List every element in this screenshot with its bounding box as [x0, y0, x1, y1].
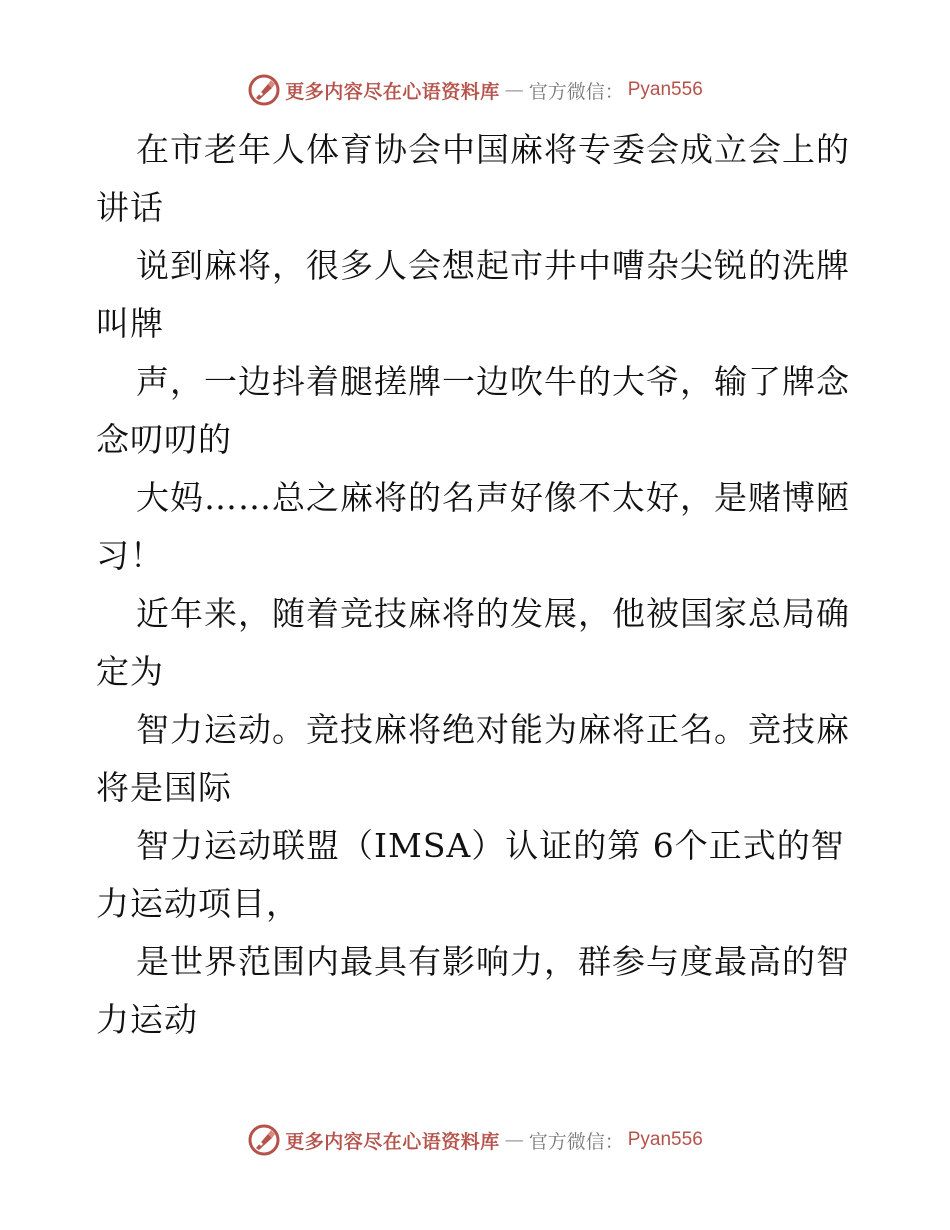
watermark-dash: —	[504, 79, 524, 101]
watermark-wechat-id: Pyan556	[627, 79, 703, 100]
watermark-wechat-label: 官方微信：	[528, 1130, 624, 1153]
paragraph: 智力运动联盟（IMSA）认证的第 6个正式的智力运动项目，	[96, 826, 845, 923]
paragraph: 近年来，随着竞技麻将的发展，他被国家总局确定为	[96, 594, 850, 691]
pen-nib-seal-icon	[247, 1123, 281, 1157]
paragraph: 在市老年人体育协会中国麻将专委会成立会上的讲话	[96, 130, 850, 227]
watermark-wechat-label: 官方微信：	[528, 80, 624, 103]
paragraph: 声，一边抖着腿搓牌一边吹牛的大爷，输了牌念念叨叨的	[96, 362, 850, 459]
paragraph: 是世界范围内最具有影响力，群参与度最高的智力运动	[96, 942, 850, 1039]
paragraph: 说到麻将，很多人会想起市井中嘈杂尖锐的洗牌叫牌	[96, 246, 850, 343]
watermark-wechat-id: Pyan556	[627, 1129, 703, 1150]
watermark-site-text: 更多内容尽在心语资料库	[285, 1130, 500, 1153]
watermark-site-text: 更多内容尽在心语资料库	[285, 80, 500, 103]
watermark-dash: —	[504, 1129, 524, 1151]
document-body	[96, 121, 856, 1049]
pen-nib-seal-icon	[247, 73, 281, 107]
header-watermark	[0, 70, 950, 110]
paragraph: 智力运动。竞技麻将绝对能为麻将正名。竞技麻将是国际	[96, 710, 850, 807]
footer-watermark	[0, 1120, 950, 1160]
paragraph: 大妈……总之麻将的名声好像不太好，是赌博陋习！	[96, 478, 850, 575]
